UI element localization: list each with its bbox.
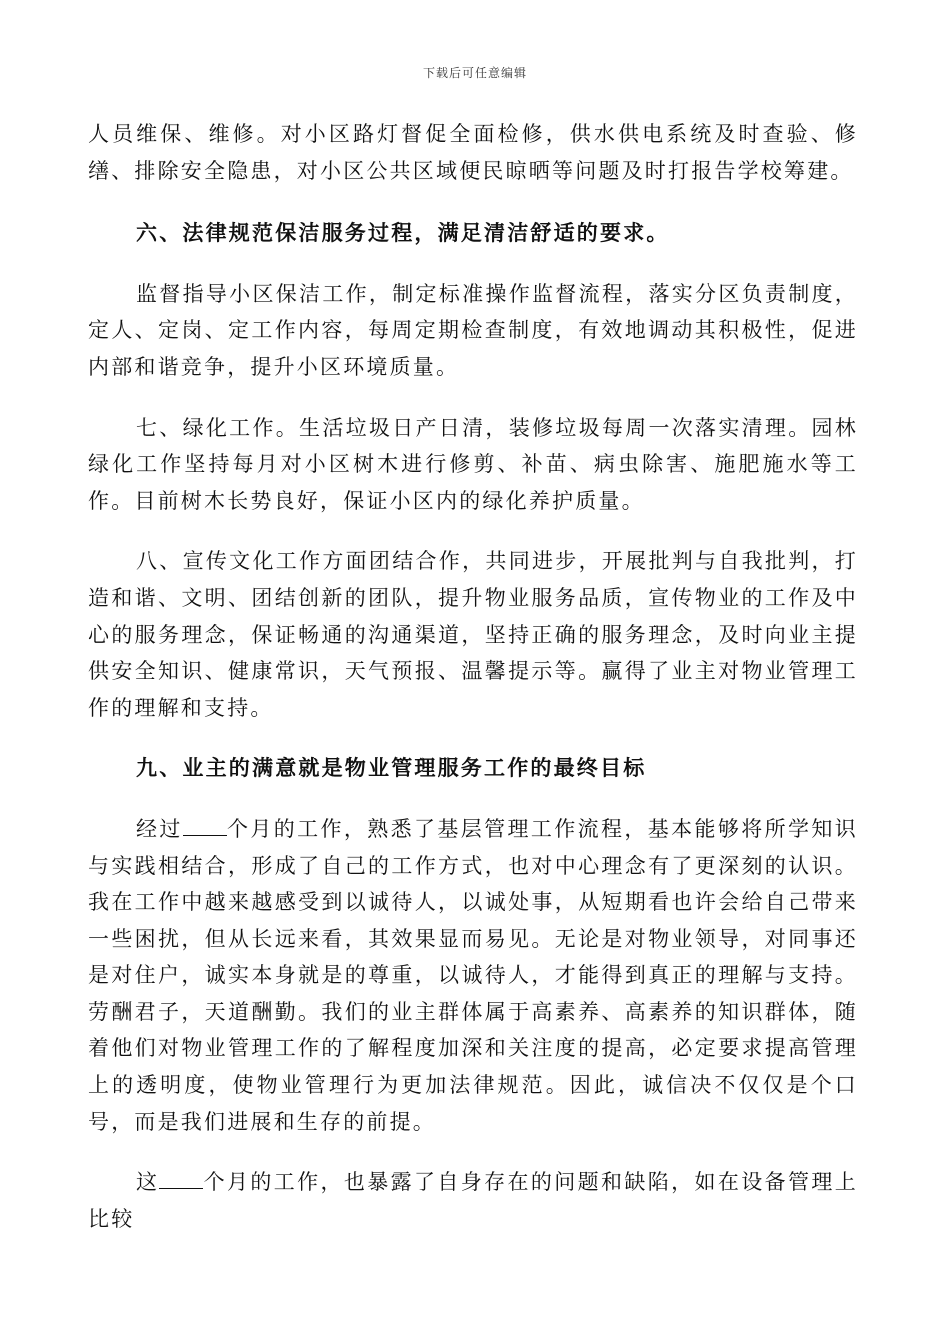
section-heading-9: 九、业主的满意就是物业管理服务工作的最终目标	[136, 755, 647, 781]
fill-in-blank	[159, 1168, 203, 1189]
paragraph-shortcomings-rest: 个月的工作，也暴露了自身存在的问题和缺陷，如在设备管理上比较	[88, 1170, 858, 1231]
paragraph-cleaning: 监督指导小区保洁工作，制定标准操作监督流程，落实分区负责制度，定人、定岗、定工作内容，每周定期检查制度，有效地调动其积极性，促进内部和谐竞争，提升小区环境质量。	[88, 281, 858, 379]
paragraph-maintenance: 人员维保、维修。对小区路灯督促全面检修，供水供电系统及时查验、修缮、排除安全隐患，对小区公共区域便民晾晒等问题及时打报告学校筹建。	[88, 122, 858, 183]
page-header: 下载后可任意编辑	[422, 66, 527, 80]
paragraph-shortcomings	[88, 1164, 858, 1237]
document-body	[88, 116, 858, 1259]
paragraph-publicity: 八、宣传文化工作方面团结合作，共同进步，开展批判与自我批判，打造和谐、文明、团结创新的团队，提升物业服务品质，宣传物业的工作及中心的服务理念，保证畅通的沟通渠道，坚持正确的服务理念，及时向业主提供安全知识、健康常识，天气预报、温馨提示等。赢得了业主对物业管理工作的理解和支持。	[88, 549, 858, 720]
paragraph-satisfaction-rest: 个月的工作，熟悉了基层管理工作流程，基本能够将所学知识与实践相结合，形成了自己的工作方式，也对中心理念有了更深刻的认识。我在工作中越来越感受到以诚待人，以诚处事，从短期看也许会给自己带来一些困扰，但从长远来看，其效果显而易见。无论是对物业领导，对同事还是对住户，诚实本身就是的尊重，以诚待人，才能得到真正的理解与支持。劳酬君子，天道酬勤。我们的业主群体属于高素养、高素养的知识群体，随着他们对物业管理工作的了解程度加深和关注度的提高，必定要求提高管理上的透明度，使物业管理行为更加法律规范。因此，诚信决不仅仅是个口号，而是我们进展和生存的前提。	[88, 816, 858, 1134]
paragraph-greening: 七、绿化工作。生活垃圾日产日清，装修垃圾每周一次落实清理。园林绿化工作坚持每月对小区树木进行修剪、补苗、病虫除害、施肥施水等工作。目前树木长势良好，保证小区内的绿化养护质量。	[88, 415, 858, 513]
paragraph-satisfaction-start: 经过	[136, 816, 183, 841]
paragraph-shortcomings-start: 这	[136, 1170, 160, 1195]
fill-in-blank	[183, 815, 227, 836]
paragraph-satisfaction	[88, 811, 858, 1140]
section-heading-6: 六、法律规范保洁服务过程，满足清洁舒适的要求。	[136, 220, 670, 246]
